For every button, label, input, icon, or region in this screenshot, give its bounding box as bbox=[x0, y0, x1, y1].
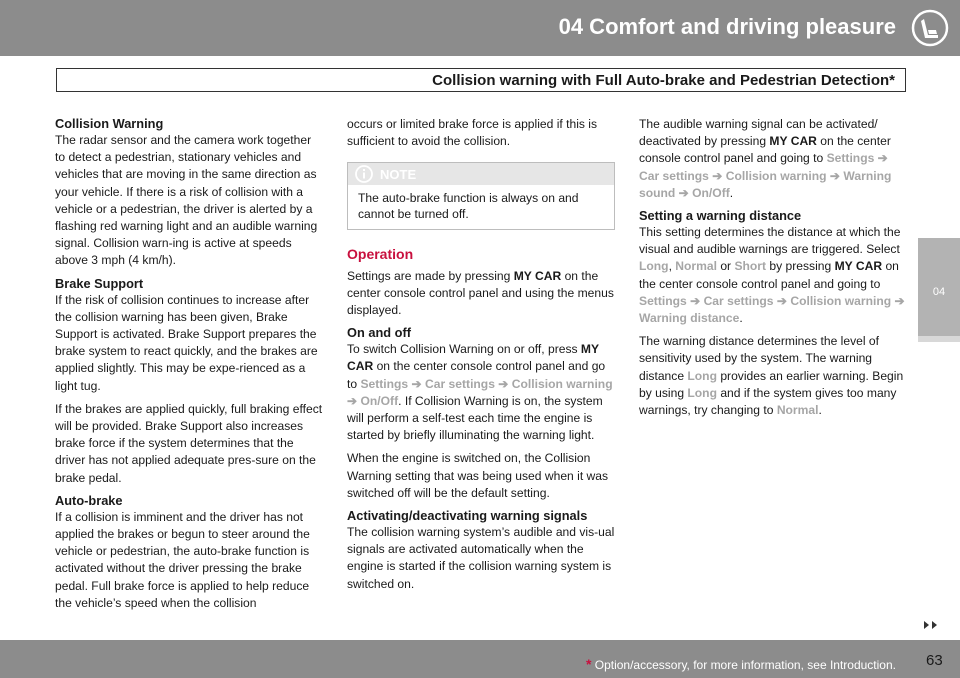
paragraph: If the brakes are applied quickly, full braking effect will be provided. Brake Support also increases brake force if the system determines that the driver has not applied adequate pres-sure on the brake pedal. bbox=[55, 401, 323, 485]
text: on the center console control panel and go to bbox=[347, 359, 606, 391]
heading-brake-support: Brake Support bbox=[55, 275, 144, 291]
my-car-button-label: MY CAR bbox=[769, 134, 817, 149]
menu-path-settings: Settings bbox=[826, 151, 875, 166]
arrow-right-icon: ➔ bbox=[708, 168, 726, 183]
heading-auto-brake: Auto-brake bbox=[55, 492, 123, 508]
paragraph: When the engine is switched on, the Collision Warning setting that was being used when it was switched off will be the default setting. bbox=[347, 451, 609, 500]
menu-path-settings: Settings bbox=[360, 376, 409, 391]
footer-note bbox=[586, 656, 896, 672]
seat-icon bbox=[910, 8, 950, 48]
menu-path-collision-warning: Collision warning bbox=[725, 168, 827, 183]
arrow-right-icon: ➔ bbox=[675, 185, 693, 200]
text: This setting determines the distance at which the visual and audible warnings are triggered. Select bbox=[639, 225, 901, 257]
option-normal: Normal bbox=[776, 403, 819, 418]
note-box bbox=[347, 162, 615, 230]
option-long: Long bbox=[639, 259, 669, 274]
my-car-button-label: MY CAR bbox=[513, 268, 562, 283]
text: The audible warning signal can be activated/ deactivated by pressing bbox=[639, 117, 878, 149]
paragraph-distance bbox=[639, 224, 907, 327]
side-tab-label: 04 bbox=[932, 286, 946, 298]
menu-path-on-off: On/Off bbox=[692, 185, 730, 200]
page-number: 63 bbox=[926, 652, 943, 669]
text: Settings are made by pressing bbox=[347, 268, 514, 283]
note-label: NOTE bbox=[380, 167, 417, 183]
text: To switch Collision Warning on or off, press bbox=[347, 342, 581, 357]
section-title-box bbox=[56, 68, 906, 92]
text: on the center console control panel and going to bbox=[639, 134, 891, 166]
menu-path-car-settings: Car settings bbox=[703, 293, 774, 308]
note-text: The auto-brake function is always on and cannot be turned off. bbox=[358, 191, 579, 222]
note-header bbox=[348, 163, 614, 185]
menu-path-car-settings: Car settings bbox=[639, 168, 709, 183]
text: The warning distance determines the level of sensitivity used by the system. The warning distance bbox=[639, 334, 879, 383]
option-normal: Normal bbox=[675, 259, 717, 274]
text: . bbox=[818, 403, 822, 418]
chapter-icon-box bbox=[908, 6, 952, 50]
arrow-right-icon: ➔ bbox=[494, 376, 512, 391]
text: . If Collision Warning is on, the system will perform a self-test each time the engine is started by briefly illuminating the warning light. bbox=[347, 393, 603, 443]
heading-activating-signals: Activating/deactivating warning signals bbox=[347, 508, 588, 524]
menu-path-on-off: On/Off bbox=[360, 393, 399, 408]
paragraph: If the risk of collision continues to increase after the collision warning has been given, Brake Support is activated. Brake Support prepares the brake system to react quickly, and the brakes are applied slightly. This may be expe-rienced as a light tug. bbox=[55, 292, 318, 393]
menu-path-car-settings: Car settings bbox=[425, 376, 495, 391]
arrow-right-icon: ➔ bbox=[773, 293, 791, 308]
arrow-right-icon: ➔ bbox=[347, 393, 361, 408]
arrow-right-icon: ➔ bbox=[891, 293, 905, 308]
paragraph-on-off bbox=[347, 341, 615, 444]
text: on the center console control panel and using the menus displayed. bbox=[347, 268, 614, 318]
arrow-right-icon: ➔ bbox=[686, 293, 704, 308]
text: . bbox=[739, 311, 743, 326]
double-chevron-right-icon bbox=[922, 620, 942, 630]
paragraph: occurs or limited brake force is applied if this is sufficient to avoid the collision. bbox=[347, 117, 598, 149]
text: , bbox=[668, 259, 676, 274]
column-2 bbox=[347, 116, 615, 599]
menu-path-settings: Settings bbox=[639, 293, 687, 308]
text: . bbox=[729, 185, 734, 200]
menu-path-collision-warning: Collision warning bbox=[790, 293, 892, 308]
option-short: Short bbox=[734, 259, 767, 274]
text: and if the system gives too many warnings, try changing to bbox=[639, 385, 897, 418]
arrow-right-icon: ➔ bbox=[408, 376, 426, 391]
text: or bbox=[716, 259, 735, 274]
paragraph-operation bbox=[347, 268, 615, 320]
text: on the center console control panel and going to bbox=[639, 259, 899, 291]
option-long: Long bbox=[687, 385, 717, 400]
heading-on-and-off: On and off bbox=[347, 325, 411, 341]
my-car-button-label: MY CAR bbox=[834, 259, 883, 274]
text: provides an earlier warning. Begin by using bbox=[639, 368, 904, 400]
paragraph: The collision warning system’s audible and vis-ual signals are activated automatically when the engine is started if the collision warning system is switched on. bbox=[347, 525, 615, 591]
paragraph-audible bbox=[639, 116, 907, 202]
section-title: Collision warning with Full Auto-brake and Pedestrian Detection* bbox=[432, 72, 895, 89]
info-icon bbox=[354, 164, 374, 184]
header-band bbox=[0, 0, 960, 56]
heading-operation: Operation bbox=[347, 246, 414, 263]
footnote-star: * bbox=[585, 656, 592, 672]
side-tab-strip bbox=[918, 336, 960, 342]
column-1 bbox=[55, 116, 323, 618]
paragraph: The radar sensor and the camera work together to detect a pedestrian, stationary vehicles and vehicles that are moving in the same direction as your vehicle. If there is a risk of collision with a vehicle or a pedestrian, the driver is alerted by a flashing red warning light and an audible warning signal. Collision warn-ing is active at speeds above 3 mph (4 km/h). bbox=[55, 133, 318, 268]
paragraph: If a collision is imminent and the driver has not applied the brakes or begun to steer around the vehicle or pedestrian, the auto-brake function is activated without the driver pressing the brake pedal. Full brake force is applied to help reduce the vehicle’s speed when the collision bbox=[55, 509, 310, 610]
arrow-right-icon: ➔ bbox=[826, 168, 844, 183]
arrow-right-icon: ➔ bbox=[874, 151, 888, 166]
option-long: Long bbox=[687, 368, 717, 383]
menu-path-warning-distance: Warning distance bbox=[639, 311, 740, 326]
text: by pressing bbox=[766, 259, 835, 274]
my-car-button-label: MY CAR bbox=[347, 342, 599, 374]
heading-warning-distance: Setting a warning distance bbox=[639, 208, 802, 224]
menu-path-collision-warning: Collision warning bbox=[511, 376, 613, 391]
menu-path-warning-sound: Warning sound bbox=[639, 168, 892, 200]
chapter-title: 04 Comfort and driving pleasure bbox=[558, 14, 896, 39]
chapter-side-tab bbox=[918, 238, 960, 336]
footer-note-text: Option/accessory, for more information, see Introduction. bbox=[591, 658, 896, 672]
column-3 bbox=[639, 116, 907, 425]
paragraph-sensitivity bbox=[639, 333, 907, 419]
heading-collision-warning: Collision Warning bbox=[55, 116, 164, 131]
